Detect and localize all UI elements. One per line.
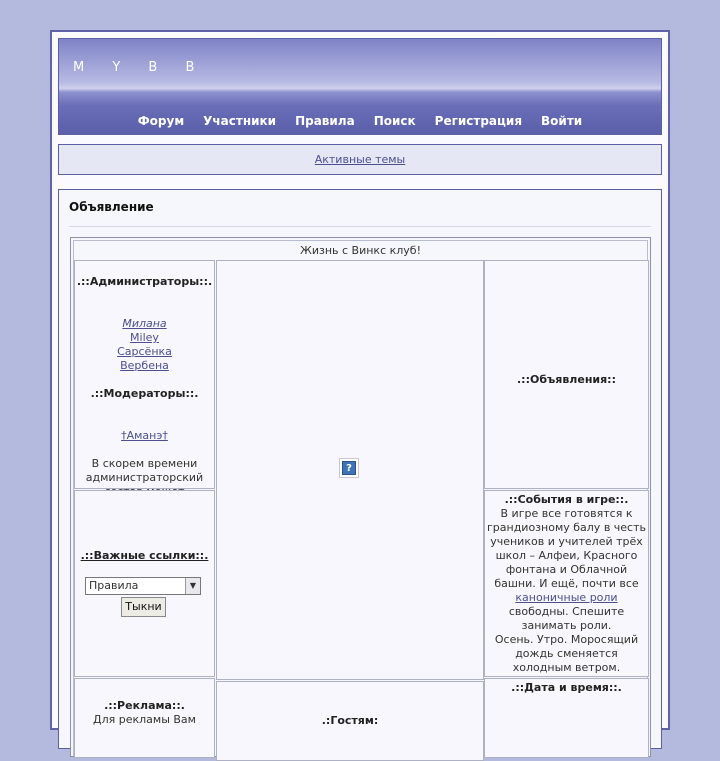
events-text-line: учеников и учителей трёх: [490, 535, 643, 548]
events-text-line: грандиозному балу в честь: [487, 521, 647, 534]
events-text-line: башни. И ещё, почти все: [494, 577, 639, 590]
announcement-table: [70, 237, 651, 757]
admin-note-line: администраторский: [85, 471, 204, 484]
active-topics-link[interactable]: Активные темы: [314, 153, 406, 166]
announcement-divider: [69, 226, 651, 227]
admins-cell: [74, 260, 215, 489]
active-topics-bar: [58, 144, 662, 175]
admins-title: .::Администраторы::.: [76, 275, 213, 288]
question-mark-icon: ?: [342, 461, 356, 475]
page-frame: [50, 30, 670, 730]
events-text-line: холодным ветром.: [512, 661, 621, 674]
nav-forum-link[interactable]: Форум: [137, 113, 185, 128]
broken-image-icon: [339, 458, 359, 478]
ads-text: Для рекламы Вам: [93, 713, 196, 726]
announcement-title: Объявление: [69, 200, 154, 214]
admin-link-sarsenka[interactable]: Сарсёнка: [117, 345, 172, 358]
main-navigation: [59, 107, 661, 134]
nav-rules-link[interactable]: Правила: [295, 113, 355, 128]
nav-members-link[interactable]: Участники: [203, 113, 277, 128]
events-text-line: занимать роли.: [521, 619, 612, 632]
events-text-line: фонтана и Облачной: [505, 563, 628, 576]
moderator-link-amane[interactable]: †Аманэ†: [121, 429, 168, 442]
admin-link-verbena[interactable]: Вербена: [120, 359, 169, 372]
events-text-line: Осень. Утро. Моросящий: [494, 633, 639, 646]
go-button[interactable]: Тыкни: [121, 597, 166, 617]
guests-cell: [216, 681, 484, 761]
events-text-line: школ – Алфеи, Красного: [495, 549, 638, 562]
admin-link-miley[interactable]: Miley: [130, 331, 159, 344]
events-text-line: свободны. Спешите: [508, 605, 625, 618]
ads-title: .::Реклама::.: [104, 699, 185, 712]
nav-login-link[interactable]: Войти: [541, 113, 583, 128]
forum-logo[interactable]: M Y B B: [73, 60, 207, 75]
events-text-line: дождь сменяется: [515, 647, 618, 660]
guests-title: .:Гостям:: [321, 714, 379, 727]
nav-search-link[interactable]: Поиск: [373, 113, 416, 128]
date-time-title: .::Дата и время::.: [511, 681, 622, 694]
links-select[interactable]: [85, 577, 201, 595]
important-links-cell: [74, 490, 215, 677]
events-title: .::События в игре::.: [504, 493, 629, 506]
admin-note-line: В скорем времени: [91, 457, 198, 470]
links-select-value: Правила: [89, 579, 139, 592]
canon-roles-link[interactable]: каноничные роли: [515, 591, 618, 604]
game-events-cell: [484, 490, 649, 677]
table-caption: Жизнь с Винкс клуб!: [299, 244, 422, 257]
chevron-down-icon[interactable]: ▼: [185, 578, 200, 594]
announcements-title: .::Объявления::: [517, 373, 616, 386]
announcements-cell: [484, 260, 649, 489]
admin-link-milana[interactable]: Милана: [122, 317, 167, 330]
nav-register-link[interactable]: Регистрация: [434, 113, 523, 128]
center-image-cell: [216, 260, 484, 680]
ads-cell: [74, 678, 215, 758]
announcement-panel: [58, 189, 662, 749]
important-links-title: .::Важные ссылки::.: [80, 549, 209, 562]
forum-header: [58, 38, 662, 135]
events-text-line: В игре все готовятся к: [500, 507, 633, 520]
date-time-cell: [484, 678, 649, 758]
moderators-title: .::Модераторы::.: [90, 387, 199, 400]
